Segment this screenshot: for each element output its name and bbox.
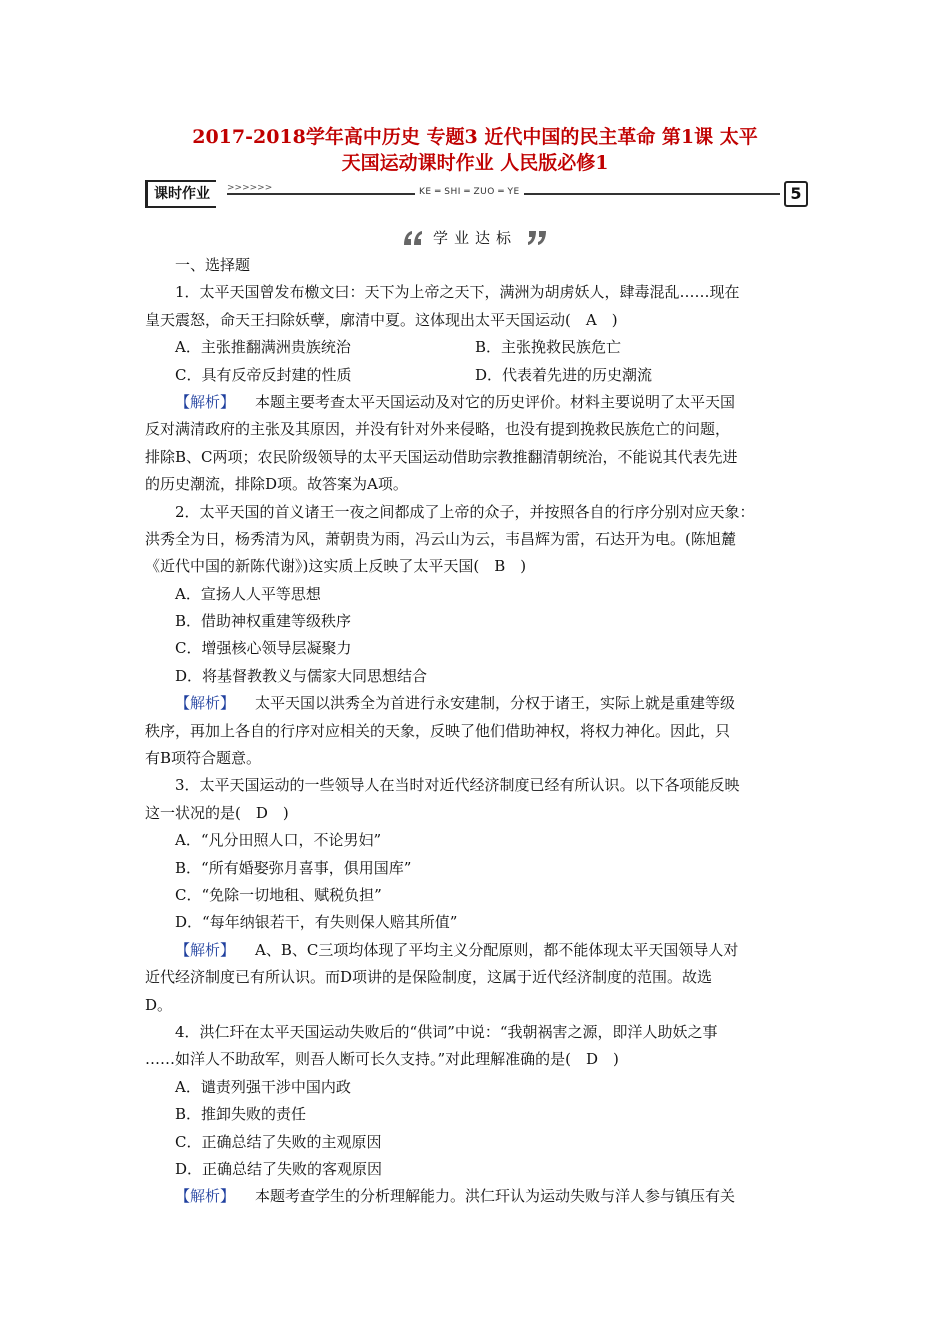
question-1 (145, 279, 810, 498)
analysis-text: A、B、C三项均体现了平均主义分配原则，都不能体现太平天国领导人对 (255, 940, 739, 959)
option-a: A．“凡分田照人口，不论男妇” (175, 831, 382, 850)
analysis-text: 本题考查学生的分析理解能力。洪仁玕认为运动失败与洋人参与镇压有关 (255, 1187, 736, 1206)
analysis-text: 本题主要考查太平天国运动及对它的历史评价。材料主要说明了太平天国 (255, 392, 736, 411)
analysis-line: 排除B、C两项；农民阶级领导的太平天国运动借助宗教推翻清朝统治，不能说其代表先进 (145, 447, 738, 466)
question-stem-line: ……如洋人不助敌军，则吾人断可长久支持。”对此理解准确的是( D ) (145, 1050, 619, 1069)
document-title (120, 124, 830, 176)
option-d: D．正确总结了失败的客观原因 (175, 1159, 383, 1178)
question-2 (145, 499, 810, 773)
question-stem-line: 2．太平天国的首义诸王一夜之间都成了上帝的众子，并按照各自的行序分别对应天象： (175, 502, 755, 521)
question-stem-line: 4．洪仁玕在太平天国运动失败后的“供词”中说：“我朝祸害之源，即洋人助妖之事 (175, 1022, 718, 1041)
analysis-line (145, 937, 810, 964)
analysis-label: 【解析】 (175, 694, 236, 713)
option-b: B．“所有婚娶弥月喜事，俱用国库” (175, 858, 412, 877)
analysis-label: 【解析】 (175, 1187, 236, 1206)
question-stem-line: 3．太平天国运动的一些领导人在当时对近代经济制度已经有所认识。以下各项能反映 (175, 776, 740, 795)
banner-arrows: >>>>>> (227, 183, 273, 193)
question-stem-line: 洪秀全为日，杨秀清为风，萧朝贵为雨，冯云山为云，韦昌辉为雷，石达开为电。(陈旭麓 (145, 529, 736, 548)
option-a: A．主张推翻满洲贵族统治 (175, 338, 351, 357)
homework-banner (145, 178, 810, 208)
part-heading: 一、选择题 (175, 256, 251, 274)
banner-number-badge: 5 (784, 181, 808, 207)
analysis-label: 【解析】 (175, 940, 236, 959)
close-quote-icon (526, 229, 548, 247)
option-d: D．代表着先进的历史潮流 (475, 365, 653, 384)
question-stem-line: 1．太平天国曾发布檄文曰：天下为上帝之天下，满洲为胡虏妖人，肆毒混乱……现在 (175, 283, 740, 302)
banner-pinyin: KE ═ SHI ═ ZUO ═ YE (415, 187, 524, 197)
analysis-line: 近代经济制度已有所认识。而D项讲的是保险制度，这属于近代经济制度的范围。故选 (145, 968, 713, 987)
analysis-line (145, 389, 810, 416)
section-label: 学业达标 (432, 229, 517, 247)
open-quote-icon (402, 229, 424, 247)
title-line-1: 2017-2018学年高中历史 专题3 近代中国的民主革命 第1课 太平 (192, 126, 758, 148)
question-stem-line: 《近代中国的新陈代谢》)这实质上反映了太平天国( B ) (145, 557, 527, 576)
question-stem-line: 这一状况的是( D ) (145, 803, 289, 822)
option-b: B．借助神权重建等级秩序 (175, 612, 352, 631)
analysis-line (145, 1183, 810, 1210)
analysis-line: 反对满清政府的主张及其原因，并没有针对外来侵略，也没有提到挽救民族危亡的问题， (145, 420, 731, 439)
question-stem-line: 皇天震怒，命天王扫除妖孽，廓清中夏。这体现出太平天国运动( A ) (145, 310, 618, 329)
analysis-line: 有B项符合题意。 (145, 749, 262, 768)
option-row (145, 362, 810, 389)
option-a: A．谴责列强干涉中国内政 (175, 1077, 351, 1096)
banner-tag: 课时作业 (145, 180, 216, 208)
option-row (145, 334, 810, 361)
analysis-line (145, 690, 810, 717)
question-body (145, 252, 810, 1211)
option-c: C．具有反帝反封建的性质 (175, 365, 352, 384)
option-d: D．“每年纳银若干，有失则保人赔其所值” (175, 913, 458, 932)
section-heading (0, 225, 950, 249)
analysis-label: 【解析】 (175, 392, 236, 411)
option-b: B．主张挽救民族危亡 (475, 338, 622, 357)
analysis-line: 秩序，再加上各自的行序对应相关的天象，反映了他们借助神权，将权力神化。因此，只 (145, 721, 731, 740)
option-c: C．增强核心领导层凝聚力 (175, 639, 352, 658)
question-4 (145, 1019, 810, 1211)
option-b: B．推卸失败的责任 (175, 1105, 307, 1124)
analysis-line: D。 (145, 995, 173, 1014)
analysis-text: 太平天国以洪秀全为首进行永安建制，分权于诸王，实际上就是重建等级 (255, 694, 736, 713)
option-d: D．将基督教教义与儒家大同思想结合 (175, 666, 428, 685)
title-line-2: 天国运动课时作业 人民版必修1 (341, 152, 609, 174)
question-3 (145, 772, 810, 1019)
option-c: C．正确总结了失败的主观原因 (175, 1132, 382, 1151)
analysis-line: 的历史潮流，排除D项。故答案为A项。 (145, 475, 408, 494)
option-a: A．宣扬人人平等思想 (175, 584, 321, 603)
option-c: C．“免除一切地租、赋税负担” (175, 885, 382, 904)
